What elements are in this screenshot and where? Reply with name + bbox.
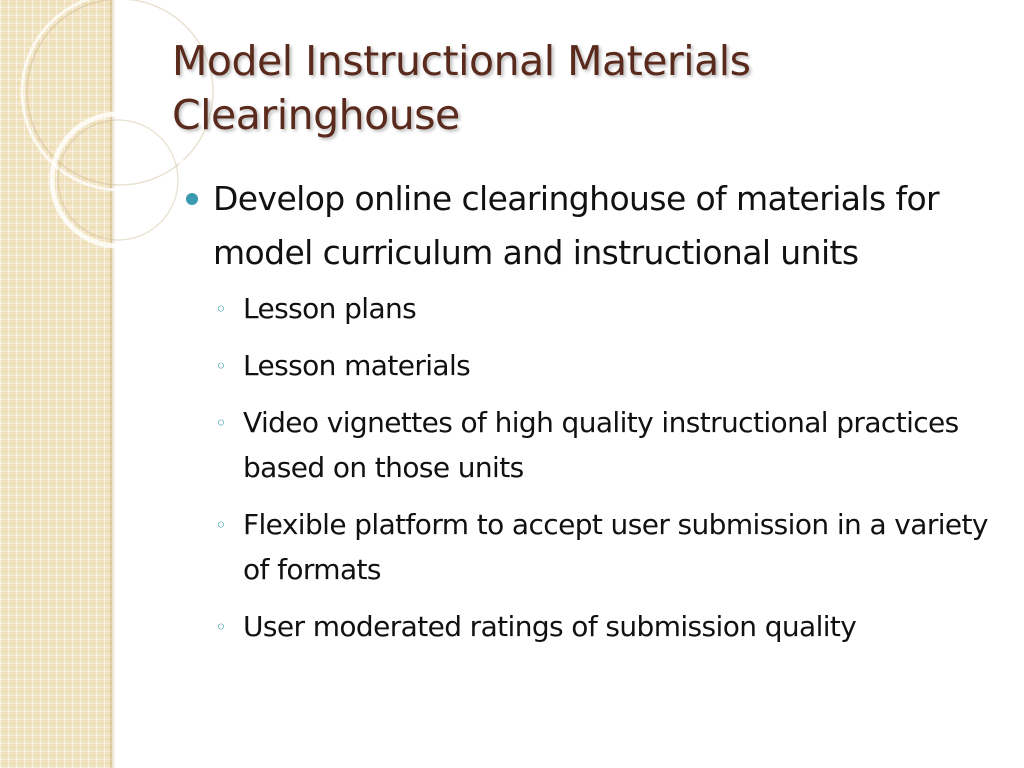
hollow-bullet-icon: ◦ [215,297,227,321]
sub-bullet-item [213,343,999,388]
sub-bullet-text: Flexible platform to accept user submission in a variety of formats [243,508,988,586]
hollow-bullet-icon: ◦ [215,513,227,537]
slide-title-line-2: Clearinghouse [172,91,460,139]
sub-bullet-item [213,286,999,331]
hollow-bullet-icon: ◦ [215,615,227,639]
main-bullet-text: Develop online clearinghouse of materials for model curriculum and instructional units [213,179,940,272]
hollow-bullet-icon: ◦ [215,411,227,435]
sub-bullet-item [213,502,999,592]
sub-bullet-text: User moderated ratings of submission quality [243,610,857,643]
sub-bullet-text: Lesson plans [243,292,417,325]
slide-content [184,172,999,661]
slide-title-line-1: Model Instructional Materials [172,37,751,85]
slide-title [172,34,992,142]
bullet-dot-icon [186,193,198,205]
sub-bullet-list [184,286,999,649]
sub-bullet-item [213,604,999,649]
sub-bullet-text: Lesson materials [243,349,471,382]
hollow-bullet-icon: ◦ [215,354,227,378]
main-bullet [184,172,999,280]
sub-bullet-text: Video vignettes of high quality instructional practices based on those units [243,406,959,484]
sub-bullet-item [213,400,999,490]
